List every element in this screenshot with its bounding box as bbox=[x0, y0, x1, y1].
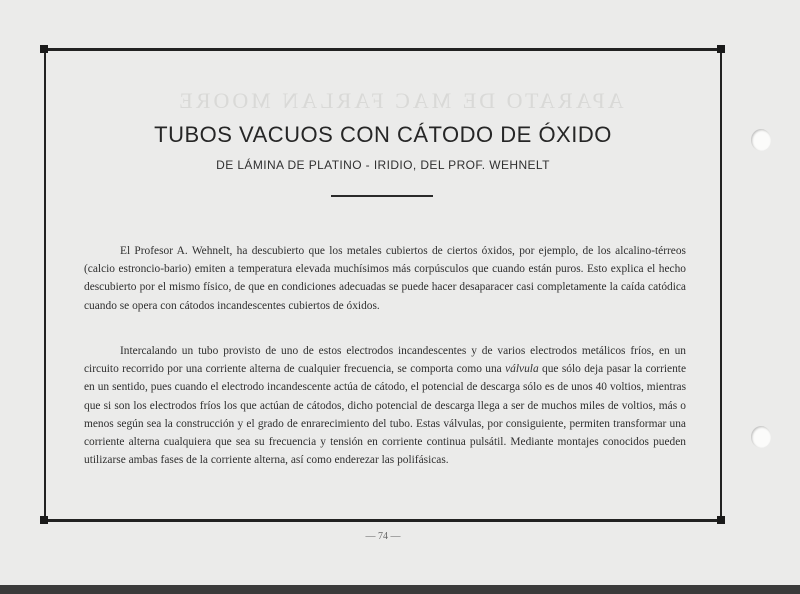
frame-top-rule bbox=[44, 48, 722, 51]
frame-right-rule bbox=[720, 48, 722, 522]
frame-corner-bottom-left bbox=[40, 516, 48, 524]
paragraph-1-text: El Profesor A. Wehnelt, ha descubierto que los metales cubiertos de ciertos óxidos, por ejemplo, de los alcalino-térreos (calcio estroncio-bario) emiten a temperatura elevada muchísimos más corpúsculos que cuando están puros. Esto explica el hecho descubierto por el mismo físico, de que en condiciones adecuadas se puede hacer desaparacer casi completamente la caída catódica cuando se opera con cátodos incandescentes cubiertos de óxidos. bbox=[84, 245, 686, 312]
scan-bottom-edge bbox=[0, 585, 800, 594]
frame-corner-top-left bbox=[40, 45, 48, 53]
frame-corner-top-right bbox=[717, 45, 725, 53]
show-through-text: APARATO DE MAC FARLAN MOORE bbox=[176, 88, 624, 113]
paragraph-2-part-a: Intercalando un tubo provisto de uno de estos electrodos incandescentes y de varios electrodos metálicos fríos, en un circuito recorrido por una corriente alterna de cualquier frecuencia, se comporta como una bbox=[84, 345, 686, 376]
paragraph-1 bbox=[84, 242, 686, 315]
frame-left-rule bbox=[44, 48, 46, 522]
frame-bottom-rule bbox=[44, 519, 722, 522]
page-number: — 74 — bbox=[365, 531, 401, 542]
frame-corner-bottom-right bbox=[717, 516, 725, 524]
valvula-emphasis: válvula bbox=[505, 363, 539, 376]
binder-hole-bottom bbox=[751, 426, 771, 448]
title-divider bbox=[331, 195, 433, 197]
paragraph-2 bbox=[84, 342, 686, 469]
page-subtitle: DE LÁMINA DE PLATINO - IRIDIO, DEL PROF. WEHNELT bbox=[216, 158, 550, 172]
paragraph-2-text bbox=[84, 342, 686, 469]
page-title: TUBOS VACUOS CON CÁTODO DE ÓXIDO bbox=[154, 122, 612, 147]
paragraph-2-part-b: que sólo deja pasar la corriente en un sentido, pues cuando el electrodo incandescente actúa de cátodo, el potencial de descarga sólo es de unos 40 voltios, mientras que si son los electrodos fríos los que actúan de cátodos, dicho potencial de descarga llega a ser de muchos miles de voltios, más o menos según sea la construcción y el grado de enrarecimiento del tubo. Estas válvulas, por consiguiente, permiten transformar una corriente alterna cualquiera que sea su frecuencia y tensión en corriente continua pulsátil. Mediante montajes conocidos pueden utilizarse ambas fases de la corriente alterna, así como enderezar las polifásicas. bbox=[84, 363, 687, 467]
binder-hole-top bbox=[751, 129, 771, 151]
